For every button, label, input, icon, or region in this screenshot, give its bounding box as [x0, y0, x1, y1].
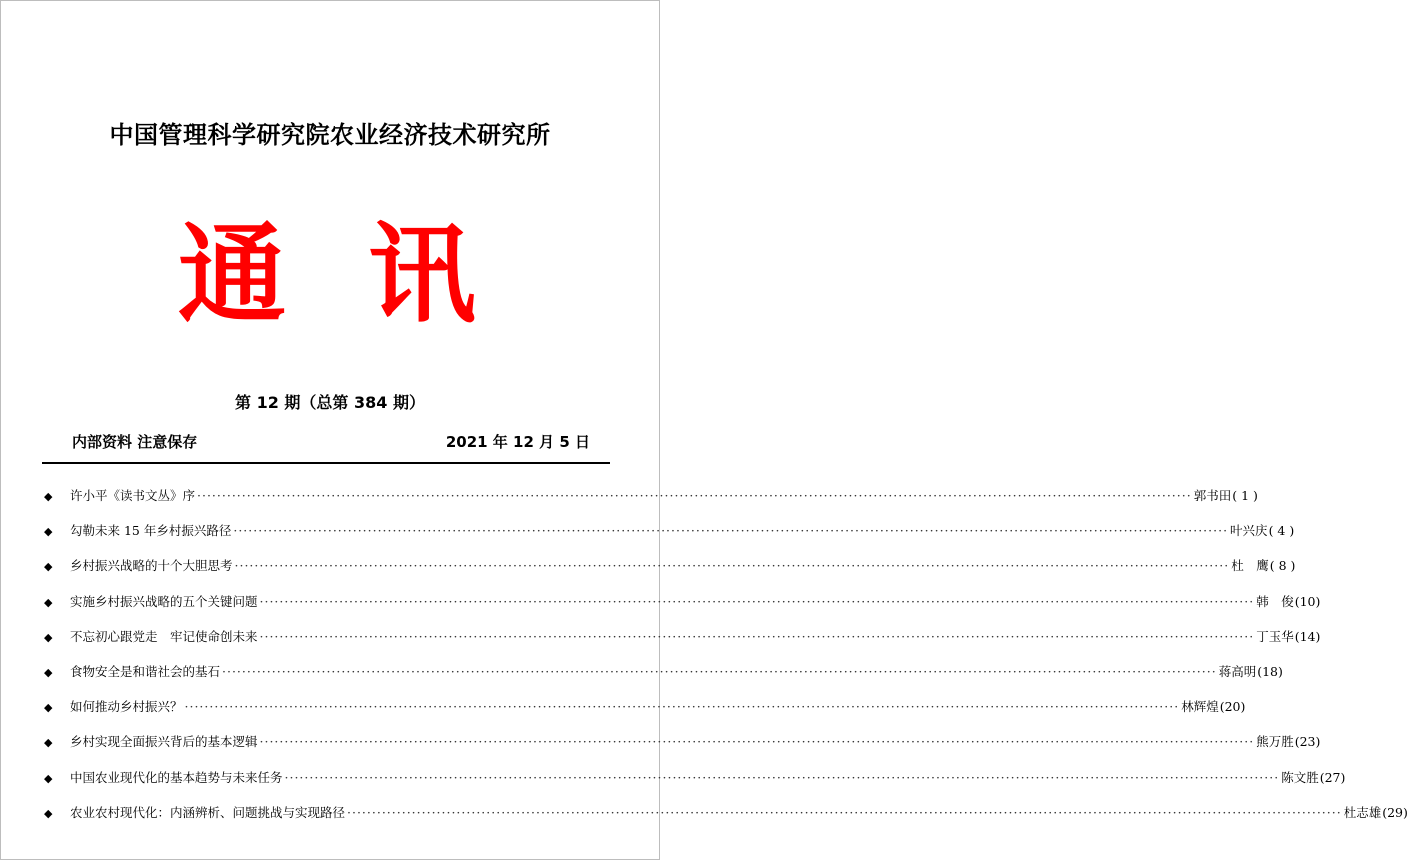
- diamond-icon: ◆: [44, 490, 53, 503]
- dot-leader: ········································································································································································································: [222, 663, 1217, 679]
- toc-title: 许小平《读书文丛》序: [70, 488, 196, 503]
- dot-leader: ········································································································································································································: [259, 734, 1255, 750]
- page-border-top: [0, 0, 660, 1]
- toc-author: 林辉煌: [1181, 699, 1219, 715]
- masthead-char-2: 讯: [368, 212, 477, 338]
- toc-title: 实施乡村振兴战略的五个关键问题: [70, 593, 258, 609]
- toc-item[interactable]: [44, 654, 1283, 689]
- toc-item[interactable]: [44, 584, 1321, 619]
- dot-leader: ········································································································································································································: [184, 699, 1180, 715]
- toc-item[interactable]: [44, 478, 1258, 513]
- toc-page: (20): [1219, 699, 1246, 715]
- toc-author: 韩 俊: [1256, 593, 1294, 609]
- diamond-icon: ◆: [44, 771, 53, 785]
- header-divider: [42, 462, 610, 464]
- dot-leader: ········································································································································································································: [347, 804, 1342, 820]
- toc-author: 蒋高明: [1218, 663, 1257, 679]
- dot-leader: ········································································································································································································: [197, 488, 1192, 503]
- toc-title: 食物安全是和谐社会的基石: [70, 663, 221, 679]
- toc-item[interactable]: [44, 724, 1321, 759]
- toc-author: 杜 鹰: [1231, 558, 1269, 574]
- toc-author: 熊万胜: [1256, 734, 1294, 750]
- toc-page: ( 1 ): [1232, 488, 1258, 503]
- diamond-icon: ◆: [44, 595, 53, 609]
- toc-author: 杜志雄: [1343, 804, 1382, 820]
- toc-author: 叶兴庆: [1230, 523, 1268, 539]
- toc-page: ( 8 ): [1269, 558, 1296, 574]
- toc-title: 农业农村现代化：内涵辨析、问题挑战与实现路径: [70, 804, 346, 820]
- toc-page: (27): [1319, 769, 1346, 785]
- toc-page: ( 4 ): [1268, 523, 1295, 539]
- toc-item[interactable]: [44, 795, 1408, 830]
- diamond-icon: ◆: [44, 701, 53, 715]
- toc-page: (14): [1294, 628, 1321, 644]
- toc-title: 如何推动乡村振兴？: [70, 699, 183, 715]
- dot-leader: ········································································································································································································: [284, 769, 1280, 785]
- issue-number: 第 12 期（总第 384 期）: [235, 393, 425, 412]
- toc-item[interactable]: [44, 619, 1321, 654]
- toc-title: 勾勒未来 15 年乡村振兴路径: [70, 523, 232, 539]
- toc-page: (23): [1294, 734, 1321, 750]
- toc-page: (18): [1257, 663, 1283, 679]
- diamond-icon: ◆: [44, 736, 53, 750]
- diamond-icon: ◆: [44, 630, 53, 644]
- toc-title: 乡村实现全面振兴背后的基本逻辑: [70, 734, 258, 750]
- diamond-icon: ◆: [44, 525, 53, 539]
- toc-title: 不忘初心跟党走 牢记使命创未来: [70, 628, 258, 644]
- masthead-char-1: 通: [178, 212, 287, 338]
- dot-leader: ········································································································································································································: [233, 523, 1229, 539]
- toc-author: 丁玉华: [1256, 628, 1294, 644]
- table-of-contents: [44, 478, 1408, 830]
- dot-leader: ········································································································································································································: [234, 558, 1230, 574]
- confidential-notice: 内部资料 注意保存: [72, 433, 198, 451]
- toc-item[interactable]: [44, 513, 1295, 548]
- toc-title: 中国农业现代化的基本趋势与未来任务: [70, 769, 283, 785]
- toc-author: 陈文胜: [1281, 769, 1319, 785]
- toc-item[interactable]: [44, 760, 1346, 795]
- toc-page: (10): [1294, 593, 1321, 609]
- toc-item[interactable]: [44, 689, 1246, 724]
- toc-author: 郭书田: [1193, 488, 1232, 503]
- organization-title: 中国管理科学研究院农业经济技术研究所: [109, 121, 551, 149]
- toc-page: (29): [1382, 804, 1408, 820]
- dot-leader: ········································································································································································································: [259, 628, 1255, 644]
- issue-date: 2021 年 12 月 5 日: [445, 433, 590, 451]
- diamond-icon: ◆: [44, 665, 53, 679]
- diamond-icon: ◆: [44, 806, 53, 820]
- diamond-icon: ◆: [44, 560, 53, 574]
- dot-leader: ········································································································································································································: [259, 593, 1255, 609]
- toc-title: 乡村振兴战略的十个大胆思考: [70, 558, 233, 574]
- toc-item[interactable]: [44, 548, 1296, 583]
